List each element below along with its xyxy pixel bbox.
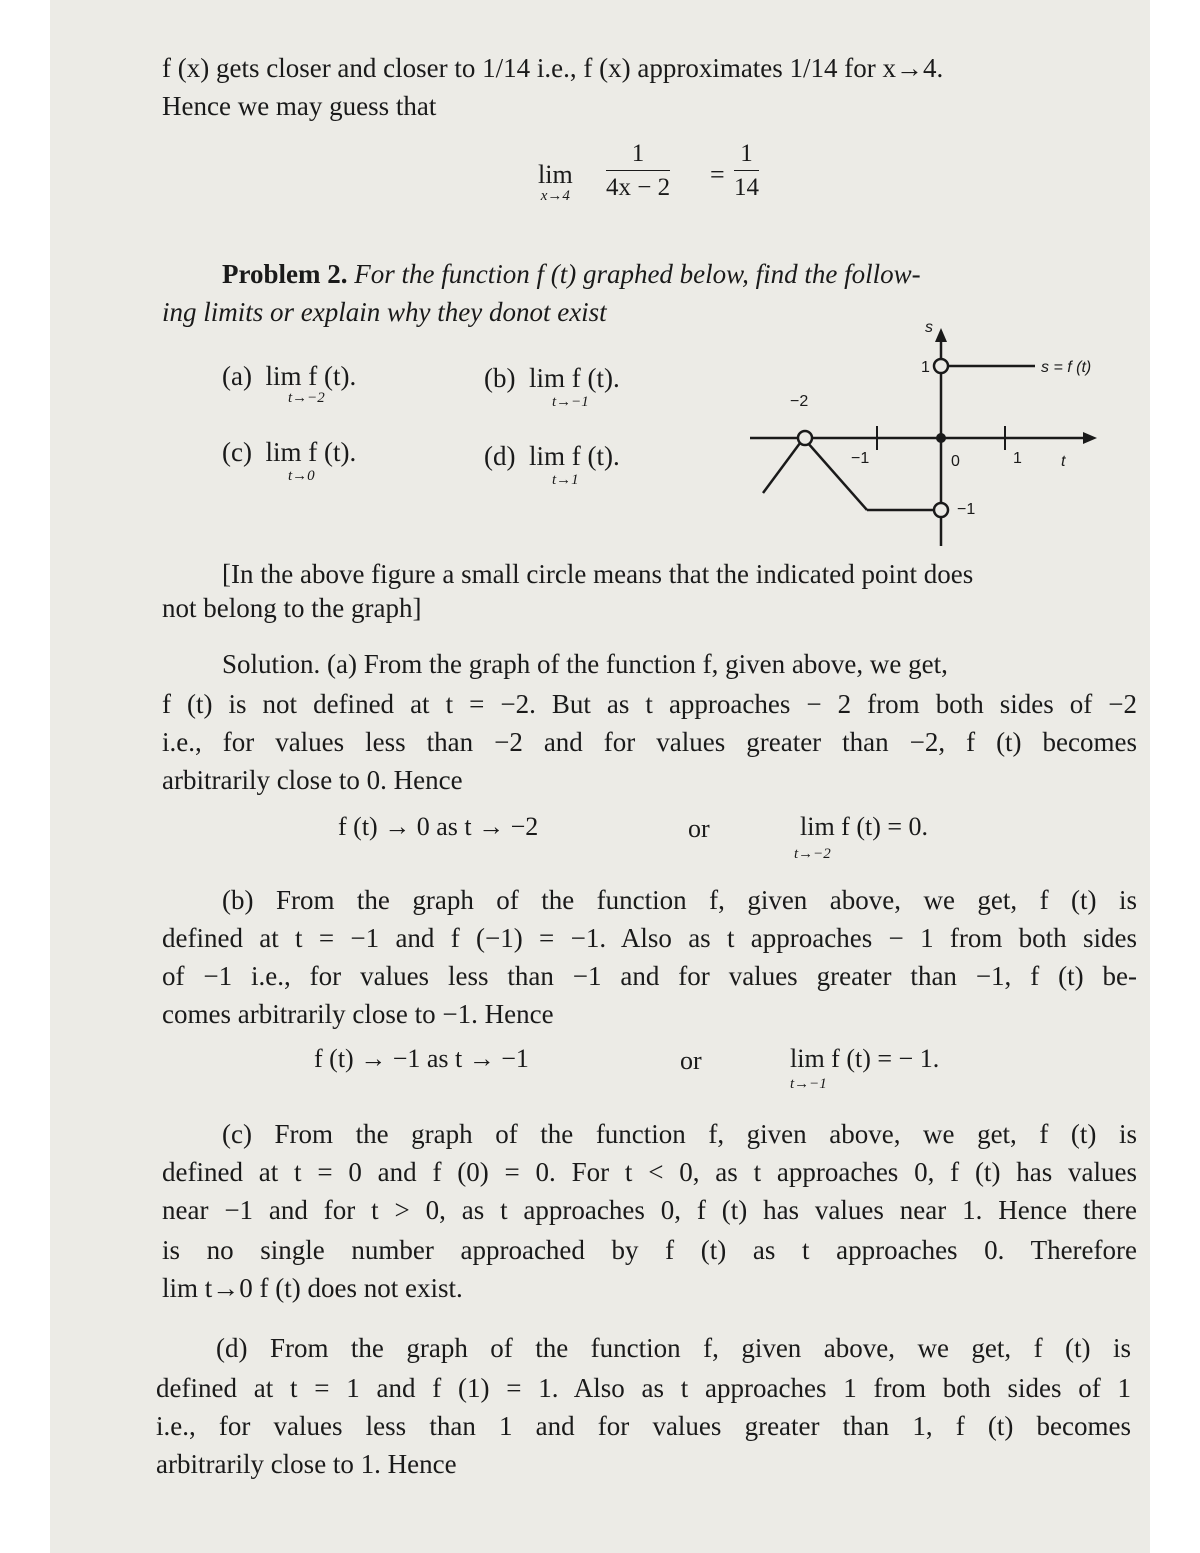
guess-rhs-den: 14 <box>734 174 759 201</box>
part-d-lim: lim f (t). <box>528 441 620 471</box>
function-graph <box>745 318 1115 548</box>
part-a-sub: t→−2 <box>288 390 325 406</box>
open-point-neg2 <box>798 431 812 445</box>
solution-b-eq-or: or <box>680 1046 702 1075</box>
part-a-lim: lim f (t). <box>265 361 357 391</box>
note-line-2: not belong to the graph] <box>162 593 422 623</box>
part-c <box>222 436 356 468</box>
solution-c-line-3: near −1 and for t > 0, as t approaches 0, f (t) has values near 1. Hence there <box>162 1195 1137 1225</box>
intro-line-1: f (x) gets closer and closer to 1/14 i.e., f (x) approximates 1/14 for x→4. <box>162 53 944 83</box>
label-s-axis: s <box>925 319 933 336</box>
label-s-neg1: −1 <box>957 501 976 518</box>
note-line-1: [In the above figure a small circle means that the indicated point does <box>222 559 974 589</box>
guess-rhs-fraction <box>734 140 759 203</box>
part-c-lim: lim f (t). <box>265 437 357 467</box>
solution-a-line-1: Solution. (a) From the graph of the function f, given above, we get, <box>222 649 948 679</box>
guess-equals: = <box>710 160 725 189</box>
solution-b-eq-lim: lim f (t) = − 1. <box>790 1044 940 1073</box>
part-b <box>484 362 620 394</box>
part-b-sub: t→−1 <box>552 394 589 410</box>
problem-line-1 <box>222 258 921 290</box>
guess-fraction-num: 1 <box>606 140 670 171</box>
label-curve: s = f (t) <box>1041 359 1092 376</box>
solution-a-eq-lim: lim f (t) = 0. <box>800 812 929 841</box>
solution-b-line-4: comes arbitrarily close to −1. Hence <box>162 999 554 1029</box>
guess-limit <box>538 162 573 204</box>
guess-lim-word: lim <box>538 160 573 189</box>
label-one: 1 <box>1013 450 1022 467</box>
curve-left-rising <box>763 439 803 493</box>
solution-a-line-3: i.e., for values less than −2 and for values greater than −2, f (t) becomes <box>162 727 1137 757</box>
problem-label: Problem 2. <box>222 259 348 289</box>
part-d-label: (d) <box>484 441 516 471</box>
problem-line-2: ing limits or explain why they donot exist <box>162 297 607 327</box>
part-c-label: (c) <box>222 437 252 467</box>
solution-c-line-1: (c) From the graph of the function f, given above, we get, f (t) is <box>222 1119 1137 1149</box>
label-t-axis: t <box>1061 453 1066 470</box>
filled-point-origin <box>936 433 946 443</box>
solution-d-line-1: (d) From the graph of the function f, given above, we get, f (t) is <box>216 1333 1131 1363</box>
solution-b-line-2: defined at t = −1 and f (−1) = −1. Also as t approaches − 1 from both sides <box>162 923 1137 953</box>
solution-a-eq-left: f (t) → 0 as t → −2 <box>338 812 539 841</box>
open-point-0-1 <box>934 359 948 373</box>
solution-a-eq-sub: t→−2 <box>794 846 831 862</box>
solution-b-line-1: (b) From the graph of the function f, given above, we get, f (t) is <box>222 885 1137 915</box>
label-neg1: −1 <box>851 450 870 467</box>
part-c-sub: t→0 <box>288 468 315 484</box>
label-zero: 0 <box>951 453 960 470</box>
part-a-label: (a) <box>222 361 252 391</box>
part-d <box>484 440 620 472</box>
open-point-0-neg1 <box>934 503 948 517</box>
problem-text-1: For the function f (t) graphed below, find the follow- <box>354 259 921 289</box>
guess-rhs-num: 1 <box>734 140 759 171</box>
guess-fraction-den: 4x − 2 <box>606 174 671 201</box>
solution-b-eq-sub: t→−1 <box>790 1076 827 1092</box>
intro-line-2: Hence we may guess that <box>162 91 437 121</box>
solution-b-line-3: of −1 i.e., for values less than −1 and for values greater than −1, f (t) be- <box>162 961 1137 991</box>
solution-a-line-4: arbitrarily close to 0. Hence <box>162 765 463 795</box>
solution-a-eq-or: or <box>688 814 710 843</box>
label-s-one: 1 <box>921 359 930 376</box>
guess-lim-sub: x→4 <box>540 188 570 204</box>
part-b-lim: lim f (t). <box>528 363 620 393</box>
solution-c-line-4: is no single number approached by f (t) as t approaches 0. Therefore <box>162 1235 1137 1265</box>
guess-fraction <box>606 140 670 203</box>
solution-d-line-3: i.e., for values less than 1 and for values greater than 1, f (t) becomes <box>156 1411 1131 1441</box>
solution-d-line-2: defined at t = 1 and f (1) = 1. Also as t approaches 1 from both sides of 1 <box>156 1373 1131 1403</box>
solution-d-line-4: arbitrarily close to 1. Hence <box>156 1449 457 1479</box>
part-b-label: (b) <box>484 363 516 393</box>
t-axis-arrow <box>1083 432 1097 444</box>
part-d-sub: t→1 <box>552 472 579 488</box>
label-neg2: −2 <box>790 393 809 410</box>
solution-b-eq-left: f (t) → −1 as t → −1 <box>314 1044 529 1073</box>
s-axis-arrow <box>935 328 947 342</box>
part-a <box>222 360 356 392</box>
solution-a-line-2: f (t) is not defined at t = −2. But as t approaches − 2 from both sides of −2 <box>162 689 1137 719</box>
solution-c-line-2: defined at t = 0 and f (0) = 0. For t < 0, as t approaches 0, f (t) has values <box>162 1157 1137 1187</box>
solution-c-line-5: lim t→0 f (t) does not exist. <box>162 1273 463 1303</box>
